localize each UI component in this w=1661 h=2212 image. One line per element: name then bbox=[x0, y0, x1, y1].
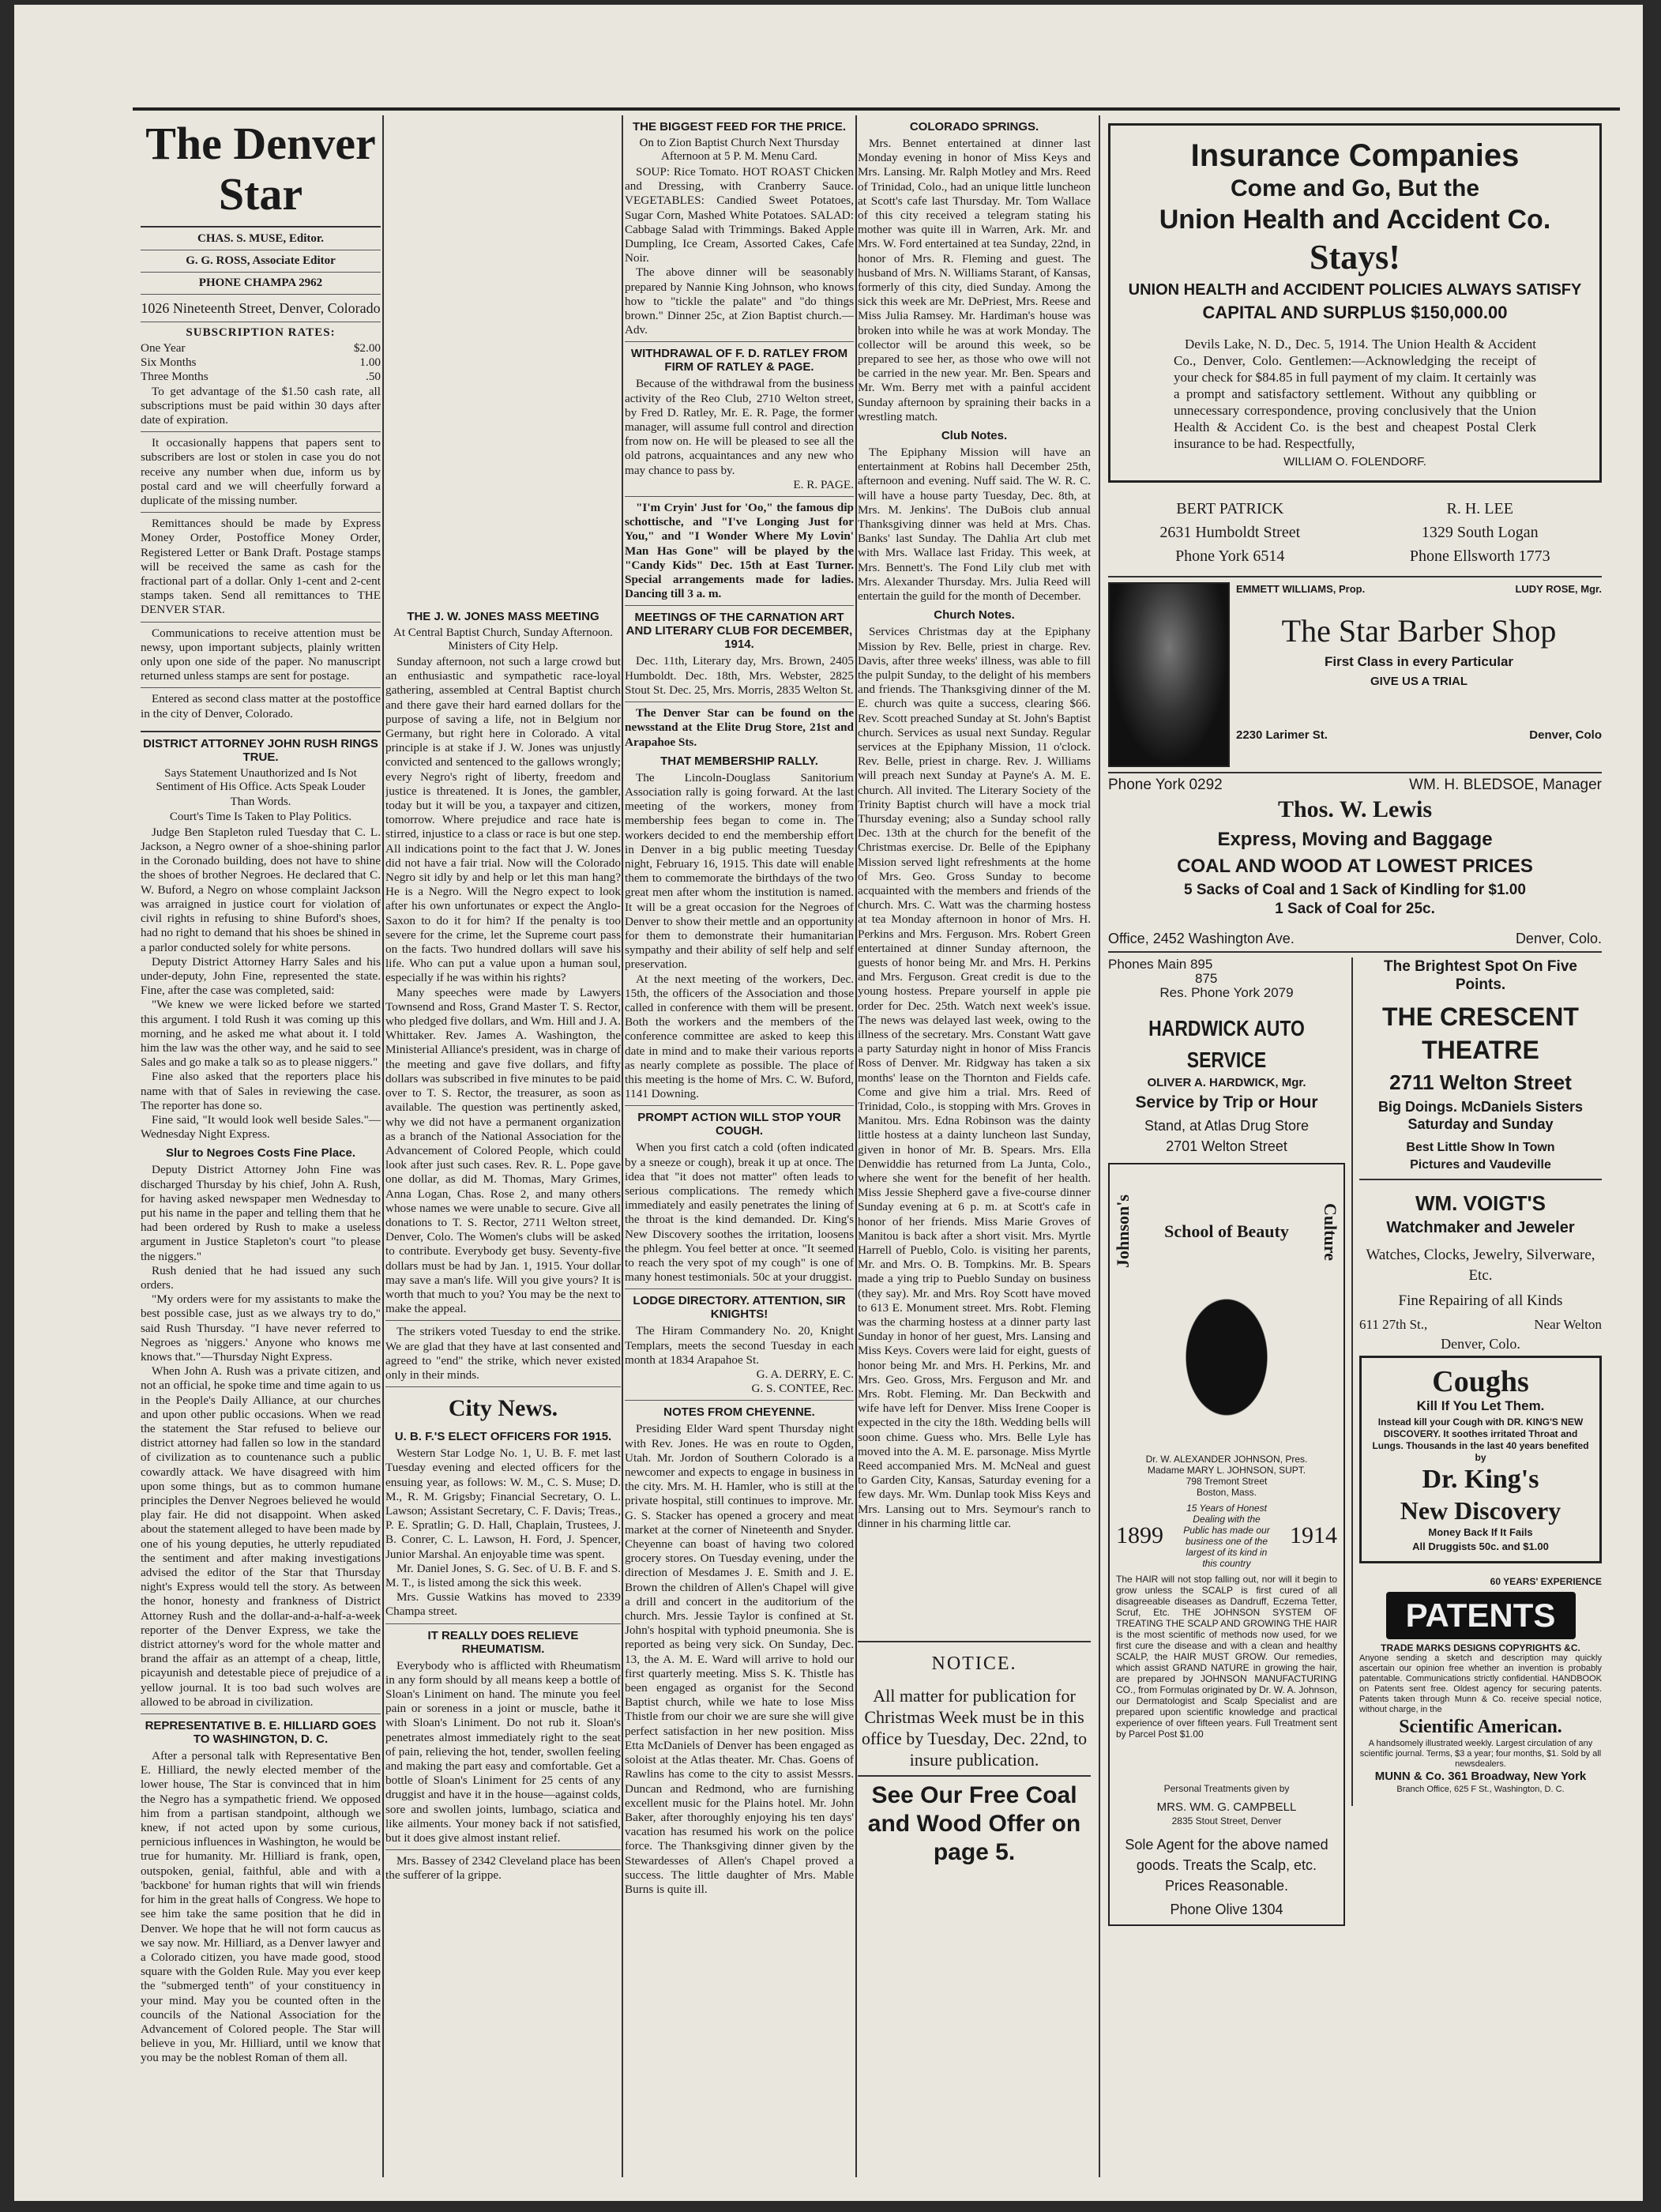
patents-body: Anyone sending a sketch and description may quickly ascertain our opinion free whether an invention is probably patentable. Communications strictly confidential. HANDBOOK on Patents sent free. Oldest agency for securing patents. Patents taken through Munn & Co. receive special notice, without charge, in the bbox=[1359, 1653, 1602, 1714]
barber-title: The Star Barber Shop bbox=[1281, 613, 1557, 649]
ins-capital: CAPITAL AND SURPLUS $150,000.00 bbox=[1202, 303, 1508, 322]
article-paragraph: When you first catch a cold (often indicated by a sneeze or cough), break it up at once. The idea that "it does not matter" often leads to serious complications. The remedy which immediately and easily penetrates the lining of the throat is the kind demanded. Dr. King's New Discovery soothes the irritation, loosens the phlegm. You feel better at once. "It seemed to reach the very spot of my cough" is one of many honest testimonials. 50c at your druggist. bbox=[625, 1141, 854, 1285]
ins-policies: UNION HEALTH and ACCIDENT POLICIES ALWAYS SATISFY bbox=[1128, 281, 1582, 299]
insurance-ad bbox=[1108, 123, 1602, 483]
rule bbox=[858, 1641, 1091, 1642]
barber-trial: GIVE US A TRIAL bbox=[1370, 674, 1468, 688]
subhead: Says Statement Unauthorized and Is Not Sentiment of His Office. Acts Speak Louder bbox=[156, 766, 366, 793]
rule bbox=[385, 1849, 621, 1850]
johnson-address: 798 Tremont Street bbox=[1186, 1476, 1268, 1488]
crescent-title: THE CRESCENT THEATRE bbox=[1382, 1002, 1579, 1064]
lewis-deal-2: 1 Sack of Coal for 25c. bbox=[1275, 901, 1435, 918]
article-paragraph: Mrs. Gussie Watkins has moved to 2339 Champa street. bbox=[385, 1590, 621, 1619]
headline: THE BIGGEST FEED FOR THE PRICE. bbox=[632, 120, 847, 134]
rule bbox=[1359, 1179, 1602, 1180]
rule bbox=[141, 687, 381, 688]
johnson-header bbox=[1113, 1172, 1340, 1291]
voigt-near: Near Welton bbox=[1534, 1316, 1602, 1332]
headline: DISTRICT ATTORNEY JOHN RUSH RINGS TRUE. bbox=[143, 736, 378, 764]
signature: G. A. DERRY, E. C. bbox=[756, 1367, 854, 1382]
headline: PROMPT ACTION WILL STOP YOUR COUGH. bbox=[637, 1111, 841, 1138]
rate-price: 1.00 bbox=[359, 356, 381, 370]
subhead: Church Notes. bbox=[934, 608, 1015, 623]
column-1 bbox=[141, 115, 381, 2169]
ads-column bbox=[1108, 123, 1602, 2169]
dr-king-name: Dr. King's bbox=[1422, 1465, 1539, 1495]
agent-phone: Phone York 6514 bbox=[1175, 547, 1285, 566]
dance-notice: "I'm Cryin' Just for 'Oo," the famous dip schottische, and "I've Longing Just for You," and "I Wonder Where My Lovin' Man Has Gone" will be played by the "Candy Kids" Dec. 15th at East Turner. Special arrangements made for ladies. Dancing till 3 a. m. bbox=[625, 501, 854, 601]
article-paragraph: After a personal talk with Representative Ben E. Hilliard, the newly elected member of the lower house, The Star is convinced that in him the Negro has a sympathetic friend. We opposed him from a partisan standpoint, although we knew, if not acted upon by some curious, pernicious influences in Washington, he would be true for humanity. Mr. Hilliard is frank, open, outspoken, genial, faithful, able and with a 'backbone' for human rights that will win friends for him in the great halls of Congress. We hope to see him take the same position that he did in Denver. We hope that he will not form caucus as we say now. Mr. Hilliard, as a Denver lawyer and a Colorado citizen, you have made good, stood square with the Golden Rule. May you ever keep the "submerged tenth" of your constituency in your mind. May you be counted often in the councils of the National Association for the Advancement of Colored people. The Star will believe in you, Mr. Hilliard, until we know that you may be the noblest Roman of them all. bbox=[141, 1749, 381, 2065]
lewis-top bbox=[1108, 778, 1602, 792]
article-paragraph: The above dinner will be seasonably prepared by Nannie King Johnson, who knows how to "tickle the palate" and "do things brown." Dinner 25c, at Zion Baptist church.—Adv. bbox=[625, 265, 854, 337]
rule bbox=[385, 1320, 621, 1321]
lewis-coal: COAL AND WOOD AT LOWEST PRICES bbox=[1177, 856, 1533, 878]
rule bbox=[1108, 576, 1602, 577]
crescent-big-doings: Big Doings. McDaniels Sisters Saturday and Sunday bbox=[1377, 1098, 1584, 1132]
ads-left-stack bbox=[1108, 957, 1345, 1932]
sole-agent: Sole Agent for the above named goods. Treats the Scalp, etc. Prices Reasonable. bbox=[1125, 1836, 1328, 1894]
column-3 bbox=[625, 115, 854, 2169]
hardwick-address: 2701 Welton Street bbox=[1166, 1138, 1287, 1155]
masthead-notice: Remittances should be made by Express Money Order, Postoffice Money Order, Registered Letter or Bank Draft. Postage stamps will be received the same as cash for the fractional part of a dollar. Only 1-cent and 2-cent stamps taken. Send all remittances to THE DENVER STAR. bbox=[141, 517, 381, 617]
notice-title: NOTICE. bbox=[931, 1653, 1017, 1675]
agent-name: R. H. LEE bbox=[1446, 500, 1513, 518]
ins-title: Insurance Companies bbox=[1190, 138, 1520, 173]
coughs-body: Instead kill your Cough with DR. KING'S NEW DISCOVERY. It soothes irritated Throat and Lungs. Thousands in the last 40 years benefited by bbox=[1372, 1416, 1589, 1464]
masthead-title: The Denver Star bbox=[145, 118, 376, 220]
johnson-city: Boston, Mass. bbox=[1196, 1487, 1257, 1499]
subhead: Club Notes. bbox=[941, 429, 1008, 443]
lewis-city: Denver, Colo. bbox=[1515, 931, 1602, 947]
subhead: Court's Time Is Taken to Play Politics. bbox=[169, 810, 352, 823]
article-paragraph: Because of the withdrawal from the business activity of the Reo Club, 2710 Welton street, by Fred D. Ratley, Mr. E. R. Page, the former manager, will assume full control and direction from now on. He will be pleased to see all the old patrons, acquaintances and any new who may chance to pass by. bbox=[625, 377, 854, 477]
rule bbox=[385, 1386, 621, 1387]
masthead-notice: It occasionally happens that papers sent to subscribers are lost or stolen in case you do not receive any number when due, inform us by postal card and we will cheerfully forward a duplicate of the missing number. bbox=[141, 436, 381, 508]
crescent-address: 2711 Welton Street bbox=[1389, 1070, 1572, 1094]
rates-table bbox=[141, 341, 381, 385]
dr-king-ad bbox=[1359, 1356, 1602, 1563]
coal-offer-banner: See Our Free Coal and Wood Offer on page 5. bbox=[867, 1782, 1081, 1866]
hardwick-phone: 875 bbox=[1195, 970, 1218, 986]
lewis-office bbox=[1108, 931, 1602, 946]
johnson-name: Johnson's bbox=[1113, 1194, 1133, 1269]
voigt-location bbox=[1359, 1318, 1602, 1332]
new-discovery: New Discovery bbox=[1400, 1496, 1561, 1525]
rule bbox=[141, 431, 381, 432]
johnson-personal: Personal Treatments given by bbox=[1163, 1783, 1290, 1795]
barber-staff bbox=[1236, 582, 1602, 596]
rule bbox=[141, 512, 381, 513]
munn-branch: Branch Office, 625 F St., Washington, D. C. bbox=[1396, 1785, 1565, 1795]
ins-letter: Devils Lake, N. D., Dec. 5, 1914. The Union Health & Accident Co., Denver, Colo. Gentlemen:—Acknowledging the receipt of your check for $84.85 in full payment of my claim. It certainly was a prompt and satisfactory settlement. Without any quibbling or unnecessary correspondence, proving conclusively that the Union Health & Accident Co. is the best and cheapest Postal Clerk insurance to be had. Respectfully, bbox=[1174, 337, 1536, 451]
woman-portrait bbox=[1163, 1297, 1290, 1447]
headline: U. B. F.'S ELECT OFFICERS FOR 1915. bbox=[394, 1430, 612, 1444]
article-paragraph: Dec. 11th, Literary day, Mrs. Brown, 2405 Humboldt. Dec. 18th, Mrs. Webster, 2825 Stout St. Dec. 25, Mrs. Morris, 2835 Welton St. bbox=[625, 654, 854, 697]
rule bbox=[141, 294, 381, 295]
column-rule bbox=[622, 115, 623, 2177]
agent-bert-patrick bbox=[1159, 497, 1300, 568]
rule bbox=[385, 1623, 621, 1624]
years-note: 15 Years of Honest Dealing with the Public has made our business one of the largest of its kind in this country bbox=[1183, 1503, 1270, 1570]
agent-rh-lee bbox=[1410, 497, 1550, 568]
article-paragraph: Mr. Daniel Jones, S. G. Sec. of U. B. F. and S. M. T., is listed among the sick this week. bbox=[385, 1561, 621, 1589]
article-paragraph: The strikers voted Tuesday to end the strike. We are glad that they have at last consented and agreed to "end" the strike, which never existed only in their minds. bbox=[385, 1325, 621, 1382]
rule bbox=[625, 1105, 854, 1106]
subhead: Than Words. bbox=[230, 795, 291, 808]
ads-grid bbox=[1108, 957, 1602, 1932]
johnson-body: The HAIR will not stop falling out, nor will it begin to grow unless the SCALP is first cured of all disagreeable diseases as Dandruff, Eczema Tetter, Scruf, Etc. THE JOHNSON SYSTEM OF TREATING THE SCALP AND GROWING THE HAIR is the most scientific of methods now used, for we first cure the disease and with a clean and healthy SCALP, the HAIR MUST GROW. Our remedies, which assist GRAND NATURE in growing the hair, are prepared by JOHNSON MANUFACTURING CO., from Formulas originated by Dr. W. A. Johnson, our Dermatologist and Scalp Specialist and are prepared upon scientific knowledge and practical experience of over fifteen years. Full Treatment sent by Parcel Post $1.00 bbox=[1116, 1574, 1337, 1740]
article-paragraph: Mrs. Bennet entertained at dinner last Monday evening in honor of Miss Keys and Mrs. Lansing. Mr. Ralph Motley and Mrs. Reed of Trinidad, Colo., had an unique little luncheon at Scott's cafe last Thursday. Mr. Tom Wallace of this city received a telegram stating his mother was quite ill in Warren, Ark. Mr. and Mrs. W. Ford entertained at tea Sunday, 22nd, in honor of Mrs. R. Fleming and guest. The husband of Mrs. N. Williams Starant, of Kansas, formerly of this city, died Sunday. Among the sick this week are Mr. DePriest, Mrs. Reese and Miss Julia Ramsey. Mr. Hardiman's house was broken into while he was at work Monday. The collector will be around this week, so be prepared to see her, as those who owe will not be carried in the new year. Mr. Ben. Spears and Mr. Wm. Berry met with a painful accident Sunday afternoon by spraining their backs in a wrestling match. bbox=[858, 137, 1091, 423]
headline: NOTES FROM CHEYENNE. bbox=[663, 1405, 815, 1420]
rates-heading: SUBSCRIPTION RATES: bbox=[186, 326, 336, 339]
article-paragraph: Presiding Elder Ward spent Thursday night with Rev. Jones. He was en route to Ogden, Utah. Mr. Jordon of Southern Colorado is a newcomer and expects to engage in business in the city. Mrs. M. H. Hamler, who is still at the private hospital, still continues to improve. Mr. G. S. Stacker has opened a grocery and meat market at the corner of Nineteenth and Snyder. Cheyenne can boast of having two colored grocery stores. On Tuesday evening, under the direction of Mesdames J. E. Smith and J. E. Brown the children of Allen's Chapel will give a drill and concert in the auditorium of the church. Mrs. Jessie Taylor is confined at St. John's hospital with typhoid pneumonia. She is reported as being very sick. On Sunday, Dec. 13, the A. M. E. Ward will arrive to hold our first quarterly meeting. Miss S. K. Thistle has been engaged as organist for the Second Baptist church, while we hate to lose Miss Thistle from our choir we are sure she will give perfect satisfaction in her new position. Miss Etta McDaniels of Denver has been engaged as soloist at the Atlas theater. Mr. Chas. Goens of Rawlins has come to the city to assist Messrs. Duncan and Redmond, who are furnishing excellent music for the Plains hotel. Mr. John Baker, after thoroughly enjoying his ten days' vacation has resumed his work on the police force. The Thanksgiving dinner given by the Stewardesses of Allen's Chapel proved a success. The little daughter of Mrs. Mable Burns is quite ill. bbox=[625, 1422, 854, 1896]
rate-price: $2.00 bbox=[353, 341, 381, 355]
article-paragraph: Deputy District Attorney Harry Sales and his under-deputy, John Fine, represented the state. Fine, after the case was completed, said: bbox=[141, 954, 381, 998]
johnson-beauty-ad bbox=[1108, 1163, 1345, 1925]
headline: WITHDRAWAL OF F. D. RATLEY FROM FIRM OF RATLEY & PAGE. bbox=[630, 347, 848, 374]
headline: Slur to Negroes Costs Fine Place. bbox=[165, 1146, 356, 1161]
rule bbox=[858, 1775, 1091, 1777]
article-paragraph: "We knew we were licked before we started this argument. I told Rush it was coming up this morning, and he asked me what about it. I told him the law was the other way, and he said to see Sales and go make a talk so as to please niggers." bbox=[141, 998, 381, 1070]
hardwick-phone: Phones Main 895 bbox=[1108, 956, 1213, 972]
voigt-goods: Watches, Clocks, Jewelry, Silverware, Etc. bbox=[1366, 1246, 1595, 1284]
section-title: City News. bbox=[448, 1395, 558, 1422]
johnson-pres: Dr. W. ALEXANDER JOHNSON, Pres. bbox=[1145, 1454, 1308, 1465]
ins-company: Union Health and Accident Co. bbox=[1159, 205, 1551, 235]
campbell-name: MRS. WM. G. CAMPBELL bbox=[1156, 1800, 1297, 1815]
masthead-notice: Communications to receive attention must be newsy, upon important subjects, plainly written only upon one side of the paper. No manuscript returned unless stamps are sent for postage. bbox=[141, 626, 381, 683]
subhead: At Central Baptist Church, Sunday Afternoon. Ministers of City Help. bbox=[393, 626, 613, 653]
patents-experience: 60 YEARS' EXPERIENCE bbox=[1490, 1575, 1602, 1587]
headline: THE J. W. JONES MASS MEETING bbox=[407, 610, 599, 623]
rule bbox=[625, 1400, 854, 1401]
lewis-ad bbox=[1108, 778, 1602, 946]
article-paragraph: Mrs. Bassey of 2342 Cleveland place has been the sufferer of la grippe. bbox=[385, 1854, 621, 1883]
coughs-title: Coughs bbox=[1432, 1365, 1529, 1399]
year-end: 1914 bbox=[1290, 1522, 1337, 1549]
patents-logo: PATENTS bbox=[1386, 1592, 1576, 1639]
article-paragraph: "My orders were for my assistants to make the best possible case, just as we always try to do," said Rush Thursday. "I have never referred to Negroes as 'niggers.' Anyone who knows me knows that."—Thursday Night Express. bbox=[141, 1292, 381, 1364]
headline: THAT MEMBERSHIP RALLY. bbox=[660, 754, 818, 768]
column-2 bbox=[385, 605, 621, 2201]
johnson-school: School of Beauty bbox=[1164, 1221, 1289, 1242]
patents-marks: TRADE MARKS DESIGNS COPYRIGHTS &C. bbox=[1381, 1642, 1580, 1653]
article-paragraph: Deputy District Attorney John Fine was discharged Thursday by his chief, John A. Rush, for having asked newspaper men Wednesday to put his name in the paper and telling them that he had been ordered by Rush to make a useless argument in Justice Stapleton's court "to please the niggers." bbox=[141, 1163, 381, 1263]
ins-stays: Stays! bbox=[1310, 238, 1400, 276]
agent-address: 1329 South Logan bbox=[1421, 524, 1539, 542]
agent-name: BERT PATRICK bbox=[1176, 500, 1284, 518]
rate-price: .50 bbox=[366, 370, 381, 384]
barber-ad bbox=[1108, 582, 1602, 767]
article-paragraph: The Lincoln-Douglass Sanitorium Association rally is going forward. At the last meeting of the workers, money from membership fees began to come in. The workers decided to end the membership effort in Denver in a big public meeting Tuesday night, February 16, 1915. This date will enable them to commemorate the birthdays of the two great men after whom the institution is named. It will be a great occasion for the Negroes of Denver to show their mettle and an opportunity for them to demonstrate their humanitarian sympathy and their ability of self help and self preservation. bbox=[625, 770, 854, 972]
article-paragraph: At the next meeting of the workers, Dec. 15th, the officers of the Association and those called in conference with them will be present. Both the workers and the members of the conference committee are asked to keep this date in mind and to make their various reports as nearly complete as possible. The place of this meeting is the home of Mrs. C. W. Buford, 1141 Downing. bbox=[625, 972, 854, 1101]
hardwick-manager: OLIVER A. HARDWICK, Mgr. bbox=[1147, 1076, 1306, 1090]
year-start: 1899 bbox=[1116, 1522, 1163, 1549]
rule bbox=[141, 272, 381, 273]
patents-ad bbox=[1359, 1570, 1602, 1800]
column-rule bbox=[855, 115, 857, 2177]
article-paragraph: Sunday afternoon, not such a large crowd but an enthusiastic and sympathetic race-loyal gathering, assembled at Central Baptist church and there gave their hard earned dollars for the purpose of saving a life, not in Belgium nor Germany, but right here in Colorado. A vital principle is at stake if J. W. Jones was unjustly convicted and sentenced to the gallows wrongly; every Negro's right of liberty, freedom and justice is threatened. It is Jones, the gambler, today but it will be you, a taxpayer and citizen, tomorrow. Where prejudice and race hate is stirred, injustice to a class or race is but one step. All indications point to the fact that J. W. Jones did not have a fair trial. Now will the Colorado Negro sit idly by and help or let this man hang? He is a Negro. Will the Negro expect to look after his own unfortunates or expect the Anglo-Saxon to do it for him? If the penalty is too severe for the crime, let the Supreme court pass on the facts. Two hundred dollars will save his life. Who can put a value upon a human soul, especially if he was within his rights? bbox=[385, 655, 621, 985]
signature: G. S. CONTEE, Rec. bbox=[751, 1382, 854, 1396]
associate-editor-line: G. G. ROSS, Associate Editor bbox=[186, 254, 336, 267]
voigt-address: 611 27th St., bbox=[1359, 1316, 1428, 1332]
masthead-notice: Entered as second class matter at the postoffice in the city of Denver, Colorado. bbox=[141, 692, 381, 720]
voigt-name: WM. VOIGT'S bbox=[1415, 1191, 1546, 1215]
hardwick-ad bbox=[1108, 957, 1345, 1164]
crescent-pictures: Pictures and Vaudeville bbox=[1410, 1157, 1551, 1172]
article-paragraph: Fine said, "It would look well beside Sales."—Wednesday Night Express. bbox=[141, 1112, 381, 1142]
coughs-sub: Kill If You Let Them. bbox=[1416, 1398, 1545, 1414]
barber-address bbox=[1236, 728, 1602, 743]
barber-text bbox=[1236, 582, 1602, 767]
headline: LODGE DIRECTORY. ATTENTION, SIR KNIGHTS! bbox=[633, 1294, 846, 1322]
hardwick-res-phone: Res. Phone York 2079 bbox=[1159, 985, 1294, 1001]
article-paragraph: Many speeches were made by Lawyers Townsend and Ross, Grand Master T. S. Rector, who pledged five dollars, and Wm. Hill and J. A. Whittaker. Rev. James A. Washington, the Ministerial Alliance's president, was in charge of the meeting and gave five dollars, and fifty dollars was subscribed in five minutes to be paid over to T. S. Rector, the treasurer, as soon as available. The question was pertinently asked, why we did not have a permanent organization as a branch of the National Association for the Advancement of Colored People, which could look after just such cases. Rev. R. L. Pope gave one dollar, as did M. Thomas, Mary Grimes, Anna Logan, Chas. Rose 2, and many others whose names we were unable to secure. Give all donations to T. S. Rector, 2711 Welton street, Denver, Colo. The Women's clubs will be asked to contribute. Everybody get busy. Seventy-five dollars must be had by Jan. 1, 1915. Your dollar may save a man's life. Will you give yours? It is worth that much to you? You may be the next to make the appeal. bbox=[385, 985, 621, 1316]
campbell-address: 2835 Stout Street, Denver bbox=[1171, 1815, 1282, 1826]
voigt-repair: Fine Repairing of all Kinds bbox=[1398, 1292, 1563, 1309]
rule bbox=[1108, 951, 1602, 953]
scientific-american: Scientific American. bbox=[1399, 1716, 1562, 1737]
signature: E. R. PAGE. bbox=[793, 477, 854, 491]
hardwick-title: HARDWICK AUTO SERVICE bbox=[1148, 1016, 1305, 1073]
article-paragraph: The Hiram Commandery No. 20, Knight Templars, meets the second Tuesday in each month at 1834 Arapahoe St. bbox=[625, 1324, 854, 1367]
agents-block bbox=[1108, 497, 1602, 568]
barber-photo bbox=[1108, 582, 1230, 767]
rate-row bbox=[141, 370, 381, 384]
article-paragraph: Western Star Lodge No. 1, U. B. F. met last Tuesday evening and elected officers for the ensuing year, as follows: W. M., C. S. Muse; D. M., R. M. Grigsby; Financial Secretary, O. L. Lawson; Assistant Secretary, C. F. Davis; Treas., P. E. Spratlin; G. D. Hall, Chaplain, Trustees, J. B. Conrer, C. L. Lawson, H. Ford, J. Spencer, Junior Marshal. An enjoyable time was spent. bbox=[385, 1446, 621, 1561]
money-back: Money Back If It Fails bbox=[1428, 1526, 1533, 1539]
article-paragraph: Services Christmas day at the Epiphany Mission by Rev. Belle, priest in charge. Rev. Davis, after three weeks' illness, was able to fill the pulpit Sunday, to the delight of his members and friends. The Thanksgiving dinner of the M. E. church was quite a success, clearing $66. Rev. Scott preached Sunday at St. John's Baptist church. Services as usual next Sunday. Regular services at the Epiphany Mission, 11 o'clock. Rev. Belle, priest in charge. Rev. J. Williams will preach next Sunday at Payne's A. M. E. church. All invited. The Literary Society of the Trinity Baptist church will have a mock trial Thursday evening; also a Sunday school rally Dec. 13th at the church for the benefit of the Christmas exercise. Dr. Belle of the Epiphany Mission served light refreshments at the home of Mrs. Geo. Gross Sunday to become acquainted with the members and friends of the church. Mrs. C. Watt was the charming hostess at tea Monday afternoon in honor of Mrs. H. Perkins and Mrs. Ferguson. Mrs. Robert Green entertained at dinner Sunday afternoon, the guests of honor being Mr. and Mrs. H. Perkins and Mrs. Ferguson. Great credit is due to the young hostess. Prepare yourself in apple pie order for Dec. 25th. Watch next week's issue. The news was delayed last week, owing to the illness of the secretary. Mrs. Constant Watt gave a party Saturday night in honor of Miss Francis Ross of Denver. Mr. Ridgway has taken a six months' lease on the Thornton and Fields cafe. Come and give him a trial. Mrs. Reed of Trinidad, Colo., is stopping with Mrs. Groves in Manitou. Mrs. Edna Robinson was the dainty little hostess at a dainty luncheon last Sunday, given in honor of Mr. B. Spears. Mrs. Ella Denwiddie has returned from La Junta, Colo., where she went for the benefit of her health. Miss Jessie Shepherd gave a five-course dinner Sunday evening at 6 p. m. at Scott's cafe in honor of her friends. Miss Marie Groves of Manitou is back after a short visit. Mrs. Myrtle Harrell of Pueblo, Colo. is visiting her parents, Mr. and Mrs. O. B. Tompkins. Mr. B. Spears made a ying trip to Pueblo Sunday on business (they say). Mr. and Mrs. Roy Scott have moved to 613 E. Monument street. Mrs. Robt. Fleming was the charming hostess at a dinner party last Sunday in honor of her guest, Mrs. Lansing and Miss Keys. Covers were laid for eight, guests of honor being Mr. and Mrs. H. Perkins, Mr. and Mrs. Geo. Gross, Mrs. Ferguson and Mr. and Mrs. Robt. Fleming. Mr. Dan Beckwith and wife have left for Denver. Miss Irene Cooper is expected in the city the 18th. Wedding bells will soon chime. Guess who. Mrs. Belle Lyle has moved into the A. M. E. parsonage. Miss Myrtle Reed accompanied Mrs. M. McNeal and guest to Garden City, Kansas, Saturday evening for a few days. Mr. Wm. Dunlap took Miss Keys and Mrs. Lansing out to Mrs. Seymour's ranch to dinner in his charming little car. bbox=[858, 625, 1091, 1530]
headline: COLORADO SPRINGS. bbox=[909, 120, 1039, 134]
voigt-ad bbox=[1359, 1185, 1602, 1356]
agent-phone: Phone Ellsworth 1773 bbox=[1409, 547, 1550, 566]
menu-text: SOUP: Rice Tomato. HOT ROAST Chicken and Dressing, with Cranberry Sauce. VEGETABLES: Candied Sweet Potatoes, Sugar Corn, Mashed White Potatoes. SALAD: Cabbage Salad with Trimmings. Baked Apple Dumpling, Ice Cream, Assorted Cakes, Cafe Noir. bbox=[625, 165, 854, 265]
hardwick-service: Service by Trip or Hour bbox=[1135, 1093, 1318, 1112]
rule bbox=[625, 605, 854, 606]
column-4 bbox=[858, 115, 1091, 2169]
rule bbox=[625, 1288, 854, 1289]
rate-term: Three Months bbox=[141, 370, 209, 384]
headline: IT REALLY DOES RELIEVE RHEUMATISM. bbox=[427, 1628, 579, 1656]
article-paragraph: The Epiphany Mission will have an entertainment at Robins hall December 25th, afternoon and evening. Nuff said. The W. R. C. will have a house party Tuesday, Dec. 8th, at Mrs. M. Jenkins'. The DuBois club annual Thanksgiving dinner was held at Mrs. Chas. Banks' last Sunday. The Dahlia Art club met with Mrs. Wallace last Friday. This week, at Mrs. Bennett's. The Fond Lily club met with Mrs. Alexander Thursday. Mrs. Julia Reed will entertain the guild for the month of December. bbox=[858, 446, 1091, 604]
johnson-supt: Madame MARY L. JOHNSON, SUPT. bbox=[1147, 1465, 1306, 1477]
address-line: 1026 Nineteenth Street, Denver, Colorado bbox=[141, 300, 381, 316]
subhead: On to Zion Baptist Church Next Thursday Afternoon at 5 P. M. Menu Card. bbox=[639, 137, 840, 163]
sci-am-desc: A handsomely illustrated weekly. Largest circulation of any scientific journal. Terms, $3 a year; four months, $1. Sold by all newsdealers. bbox=[1359, 1738, 1602, 1769]
lewis-manager: WM. H. BLEDSOE, Manager bbox=[1409, 777, 1602, 794]
article-paragraph: Judge Ben Stapleton ruled Tuesday that C. L. Jackson, a Negro owner of a shoe-shining parlor in the Coronado building, does not have to shine the shoes of brother Negroes. He declared that C. W. Buford, a Negro on whose complaint Jackson was arraigned in justice court for violation of civil rights in refusing to shine Buford's shoes, had no right to demand that his shoes be shined in a parlor conducted solely for white persons. bbox=[141, 825, 381, 954]
barber-street: 2230 Larimer St. bbox=[1236, 728, 1328, 742]
headline: MEETINGS OF THE CARNATION ART AND LITERARY CLUB FOR DECEMBER, 1914. bbox=[626, 611, 853, 652]
agent-address: 2631 Humboldt Street bbox=[1159, 524, 1301, 542]
rate-row bbox=[141, 341, 381, 356]
rate-row bbox=[141, 356, 381, 370]
hardwick-stand: Stand, at Atlas Drug Store bbox=[1144, 1118, 1310, 1134]
barber-prop: EMMETT WILLIAMS, Prop. bbox=[1236, 583, 1366, 596]
johnson-culture: Culture bbox=[1321, 1202, 1340, 1261]
ads-right-stack bbox=[1351, 957, 1602, 1806]
lewis-phone: Phone York 0292 bbox=[1108, 777, 1223, 794]
article-paragraph: Rush denied that he had issued any such orders. bbox=[141, 1263, 381, 1292]
church-notes-wrap bbox=[858, 625, 1091, 1636]
rule bbox=[141, 622, 381, 623]
barber-sub: First Class in every Particular bbox=[1324, 654, 1514, 670]
lewis-address: Office, 2452 Washington Ave. bbox=[1108, 931, 1295, 947]
crescent-best: Best Little Show In Town bbox=[1406, 1140, 1555, 1154]
crescent-theatre-ad bbox=[1359, 957, 1602, 1174]
editor-line: CHAS. S. MUSE, Editor. bbox=[197, 232, 324, 245]
newsstand-notice: The Denver Star can be found on the newsstand at the Elite Drug Store, 21st and Arapahoe Sts. bbox=[625, 706, 854, 749]
barber-mgr: LUDY ROSE, Mgr. bbox=[1515, 583, 1602, 596]
lewis-name: Thos. W. Lewis bbox=[1277, 796, 1433, 823]
rule bbox=[141, 731, 381, 732]
druggists-price: All Druggists 50c. and $1.00 bbox=[1412, 1540, 1549, 1553]
voigt-trade: Watchmaker and Jeweler bbox=[1386, 1218, 1575, 1236]
rule bbox=[625, 496, 854, 497]
headline: REPRESENTATIVE B. E. HILLIARD GOES TO WASHINGTON, D. C. bbox=[145, 1719, 377, 1747]
article-paragraph: When John A. Rush was a private citizen, and not an official, he spoke time and time again to us in the People's Daily Alliance, at our churches and upon other public occasions. When we read the statement the Star refused to believe our district attorney had fallen so low in the standard of civilization as to countenance such a public cowardly attack. We have disagreed with him upon some things, but as to common humane principles the Denver Negroes believed he would play fair. He did not disappoint. When asked about the statement alleged to have been made by one of his young deputies, he utterly repudiated the sentiment and after making investigations advised the editor of the Star that Thursday night's Express would tell the story. As between the honor, honesty and frankness of District Attorney Rush and the dollar-and-a-half-a-week reporter of the Denver Express, we take the district attorney's word for the whole matter and brand the affair as an attempt of a cheap, little, picayunish and detestable piece of prejudice of a yellow journal. It is too bad such wolves are allowed to be abroad in civilization. bbox=[141, 1364, 381, 1709]
crescent-tagline: The Brightest Spot On Five Points. bbox=[1384, 957, 1577, 993]
article-paragraph: Fine also asked that the reporters place his name with that of Sales in reviewing the case. The reporter has done so. bbox=[141, 1070, 381, 1112]
article-paragraph: Everybody who is afflicted with Rheumatism in any form should by all means keep a bottle of Sloan's Liniment on hand. The minute you feel pain or soreness in a joint or muscle, bathe it with Sloan's Liniment. Do not rub it. Sloan's penetrates almost immediately right to the seat of pain, relieving the hot, tender, swollen feeling and making the part easy and comfortable. Get a bottle of Sloan's Liniment for 25 cents of any druggist and have it in the house—against colds, sore and swollen joints, lumbago, sciatica and like ailments. Your money back if not satisfied, but it does give almost instant relief. bbox=[385, 1658, 621, 1845]
rates-note: To get advantage of the $1.50 cash rate, all subscriptions must be paid within 30 days after date of expiration. bbox=[141, 384, 381, 427]
rule bbox=[625, 341, 854, 342]
voigt-city: Denver, Colo. bbox=[1441, 1335, 1520, 1352]
ins-signature: WILLIAM O. FOLENDORF. bbox=[1283, 455, 1426, 468]
johnson-years bbox=[1116, 1503, 1337, 1569]
rule bbox=[1108, 772, 1602, 773]
notice-text: All matter for publication for Christmas Week must be in this office by Tuesday, Dec. 22nd, to insure publication. bbox=[861, 1686, 1088, 1770]
rule bbox=[141, 226, 381, 228]
rate-term: Six Months bbox=[141, 356, 197, 370]
phone-line: PHONE CHAMPA 2962 bbox=[198, 276, 323, 289]
lewis-deal-1: 5 Sacks of Coal and 1 Sack of Kindling for $1.00 bbox=[1184, 882, 1526, 899]
column-rule bbox=[1099, 115, 1100, 2177]
lewis-services: Express, Moving and Baggage bbox=[1217, 829, 1493, 851]
newspaper-page bbox=[14, 5, 1643, 2201]
munn-address: MUNN & Co. 361 Broadway, New York bbox=[1374, 1769, 1587, 1783]
johnson-phone: Phone Olive 1304 bbox=[1170, 1901, 1283, 1917]
column-rule bbox=[382, 115, 384, 2177]
barber-city: Denver, Colo bbox=[1529, 728, 1602, 742]
ins-sub: Come and Go, But the bbox=[1231, 175, 1479, 201]
rate-term: One Year bbox=[141, 341, 186, 355]
